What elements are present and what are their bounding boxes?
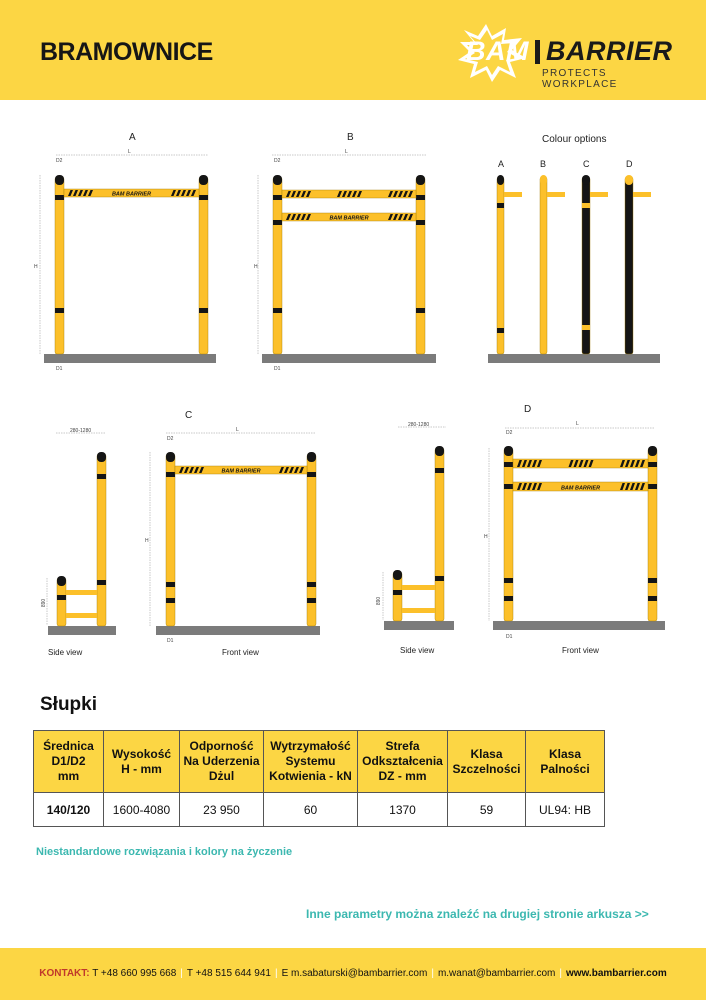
- post-cap: [497, 175, 504, 185]
- logo-bam-text: BAM: [466, 36, 529, 66]
- side-rail: [402, 608, 435, 613]
- colour-c-label: C: [583, 159, 590, 169]
- phone-link-1[interactable]: T +48 660 995 668: [92, 968, 177, 979]
- rail-label: BAM BARRIER: [329, 215, 369, 222]
- dim-d2-b: D2: [274, 158, 281, 164]
- post-band: [648, 462, 657, 467]
- dim-h-c: H: [145, 538, 149, 544]
- post-band: [199, 195, 208, 200]
- post: [416, 177, 425, 354]
- post-band: [166, 472, 175, 477]
- variant-d-label: D: [524, 404, 532, 415]
- post: [625, 177, 633, 354]
- post: [273, 177, 282, 354]
- dim-d1-c: D1: [167, 638, 174, 644]
- variant-c-label: C: [185, 410, 193, 421]
- page-title: BRAMOWNICE: [40, 38, 213, 66]
- rail-label: BAM BARRIER: [560, 485, 601, 492]
- post-band: [97, 474, 106, 479]
- post-cap: [97, 452, 106, 462]
- logo-barrier-text: BARRIER: [546, 36, 673, 66]
- dim-l-d: L: [576, 421, 579, 427]
- variant-a-label: A: [129, 132, 136, 143]
- post-cap: [55, 175, 64, 185]
- post-cap: [273, 175, 282, 185]
- post-band: [307, 598, 316, 603]
- header-cell-anchoring: Wytrzymałość Systemu Kotwienia - kN: [264, 731, 358, 793]
- rail-stub: [633, 192, 651, 197]
- dim-d2-d: D2: [506, 430, 513, 436]
- post-band: [307, 472, 316, 477]
- post-band: [504, 596, 513, 601]
- floor-slab: [262, 354, 436, 363]
- side-view-label-1: Side view: [48, 648, 83, 657]
- post: [55, 177, 64, 354]
- logo-separator: [535, 40, 540, 64]
- post: [199, 177, 208, 354]
- post-band: [504, 462, 513, 467]
- dim-d1-b: D1: [274, 366, 281, 372]
- dim-h-b: H: [254, 264, 258, 270]
- floor-slab: [488, 354, 660, 363]
- cell-flammability: UL94: HB: [526, 793, 605, 827]
- post-band: [504, 484, 513, 489]
- side-rail: [402, 585, 435, 590]
- separator: |: [559, 968, 562, 979]
- post: [97, 454, 106, 626]
- post-band: [273, 220, 282, 225]
- technical-drawings: [0, 120, 706, 670]
- front-view-label-2: Front view: [562, 646, 599, 655]
- cell-anchoring: 60: [264, 793, 358, 827]
- post-band: [582, 203, 590, 208]
- post-band: [435, 576, 444, 581]
- side-rail: [66, 613, 97, 618]
- rail-label: BAM BARRIER: [221, 468, 261, 475]
- post-band: [435, 468, 444, 473]
- colour-a-label: A: [498, 159, 505, 169]
- cell-height: 1600-4080: [104, 793, 180, 827]
- separator: |: [431, 968, 434, 979]
- side-view-label-2: Side view: [400, 646, 435, 655]
- post-band: [55, 195, 64, 200]
- dim-d1-d: D1: [506, 634, 513, 640]
- spec-table: [33, 730, 605, 827]
- dim-l-c: L: [236, 427, 239, 433]
- post-band: [416, 220, 425, 225]
- dim-side-height-2: 890: [376, 596, 383, 606]
- floor-slab: [384, 621, 454, 630]
- post-band: [166, 582, 175, 587]
- post-cap: [307, 452, 316, 462]
- dim-d2-c: D2: [167, 436, 174, 442]
- page-footer: [0, 948, 706, 1000]
- post-band: [55, 308, 64, 313]
- brand-logo: [456, 22, 676, 90]
- post-band: [273, 308, 282, 313]
- rail-label: BAM BARRIER: [111, 191, 152, 198]
- variant-b-label: B: [347, 132, 354, 143]
- post-band: [307, 582, 316, 587]
- header-cell-height: Wysokość H - mm: [104, 731, 180, 793]
- post-cap: [57, 576, 66, 586]
- dim-l-a: L: [128, 149, 131, 155]
- dim-h-a: H: [34, 264, 38, 270]
- dim-d1-a: D1: [56, 366, 63, 372]
- floor-slab: [156, 626, 320, 635]
- post-band: [504, 578, 513, 583]
- post-band: [393, 590, 402, 595]
- header-cell-impact: Odporność Na Uderzenia Dżul: [180, 731, 264, 793]
- rail-stub: [547, 192, 565, 197]
- spec-section-title: Słupki: [40, 694, 98, 715]
- cell-tightness: 59: [448, 793, 526, 827]
- header-cell-tightness: Klasa Szczelności: [448, 731, 526, 793]
- colour-d-label: D: [626, 159, 633, 169]
- post-cap: [582, 175, 590, 185]
- floor-slab: [48, 626, 116, 635]
- table-row: [34, 793, 605, 827]
- rail-stub: [590, 192, 608, 197]
- email-link-2[interactable]: m.wanat@bambarrier.com: [437, 968, 556, 979]
- post-band: [199, 308, 208, 313]
- phone-link-2[interactable]: T +48 515 644 941: [186, 968, 271, 979]
- cell-impact: 23 950: [180, 793, 264, 827]
- post-band: [582, 325, 590, 330]
- post-band: [648, 484, 657, 489]
- post-band: [97, 580, 106, 585]
- contact-line: [0, 968, 706, 979]
- separator: |: [274, 968, 278, 979]
- post-cap: [504, 446, 513, 456]
- post-band: [648, 596, 657, 601]
- floor-slab: [44, 354, 216, 363]
- post-band: [497, 203, 504, 208]
- separator: |: [180, 968, 183, 979]
- dim-d2-a: D2: [56, 158, 63, 164]
- page-header: [0, 0, 706, 100]
- logo-tagline: PROTECTS WORKPLACE: [542, 68, 618, 90]
- drawings-canvas: [0, 120, 706, 670]
- post-band: [273, 195, 282, 200]
- post-cap: [199, 175, 208, 185]
- post-cap: [435, 446, 444, 456]
- post-cap: [648, 446, 657, 456]
- floor-slab: [493, 621, 665, 630]
- dim-side-width-2: 280-1280: [408, 422, 430, 428]
- colour-b-label: B: [540, 159, 547, 169]
- header-cell-flammability: Klasa Palności: [526, 731, 605, 793]
- post-band: [416, 195, 425, 200]
- post-band: [166, 598, 175, 603]
- dim-side-width-1: 280-1280: [70, 428, 92, 434]
- side-rail: [66, 590, 97, 595]
- rail-stub: [504, 192, 522, 197]
- email-link-1[interactable]: E m.sabaturski@bambarrier.com: [281, 968, 428, 979]
- post: [504, 448, 513, 621]
- post-band: [648, 578, 657, 583]
- dim-l-b: L: [345, 149, 348, 155]
- post-cap: [540, 175, 547, 185]
- cell-deformation: 1370: [358, 793, 448, 827]
- dim-side-height-1: 890: [41, 598, 48, 608]
- post-cap: [393, 570, 402, 580]
- post: [648, 448, 657, 621]
- website-link[interactable]: www.bambarrier.com: [565, 968, 667, 979]
- post-cap: [625, 175, 633, 185]
- post-band: [57, 595, 66, 600]
- post: [435, 448, 444, 621]
- colour-options-title: Colour options: [542, 134, 607, 145]
- cell-diameter: 140/120: [34, 793, 104, 827]
- header-cell-diameter: Średnica D1/D2 mm: [34, 731, 104, 793]
- more-parameters-link[interactable]: Inne parametry można znaleźć na drugiej stronie arkusza >>: [306, 907, 649, 921]
- post-band: [497, 328, 504, 333]
- front-view-label-1: Front view: [222, 648, 259, 657]
- post: [540, 177, 547, 354]
- contact-label: KONTAKT:: [39, 968, 90, 979]
- dim-h-d: H: [484, 534, 488, 540]
- custom-solutions-note: Niestandardowe rozwiązania i kolory na życzenie: [36, 846, 293, 858]
- header-cell-deformation: Strefa Odkształcenia DZ - mm: [358, 731, 448, 793]
- post-band: [416, 308, 425, 313]
- post-cap: [166, 452, 175, 462]
- post-cap: [416, 175, 425, 185]
- spec-header-row: [34, 731, 605, 793]
